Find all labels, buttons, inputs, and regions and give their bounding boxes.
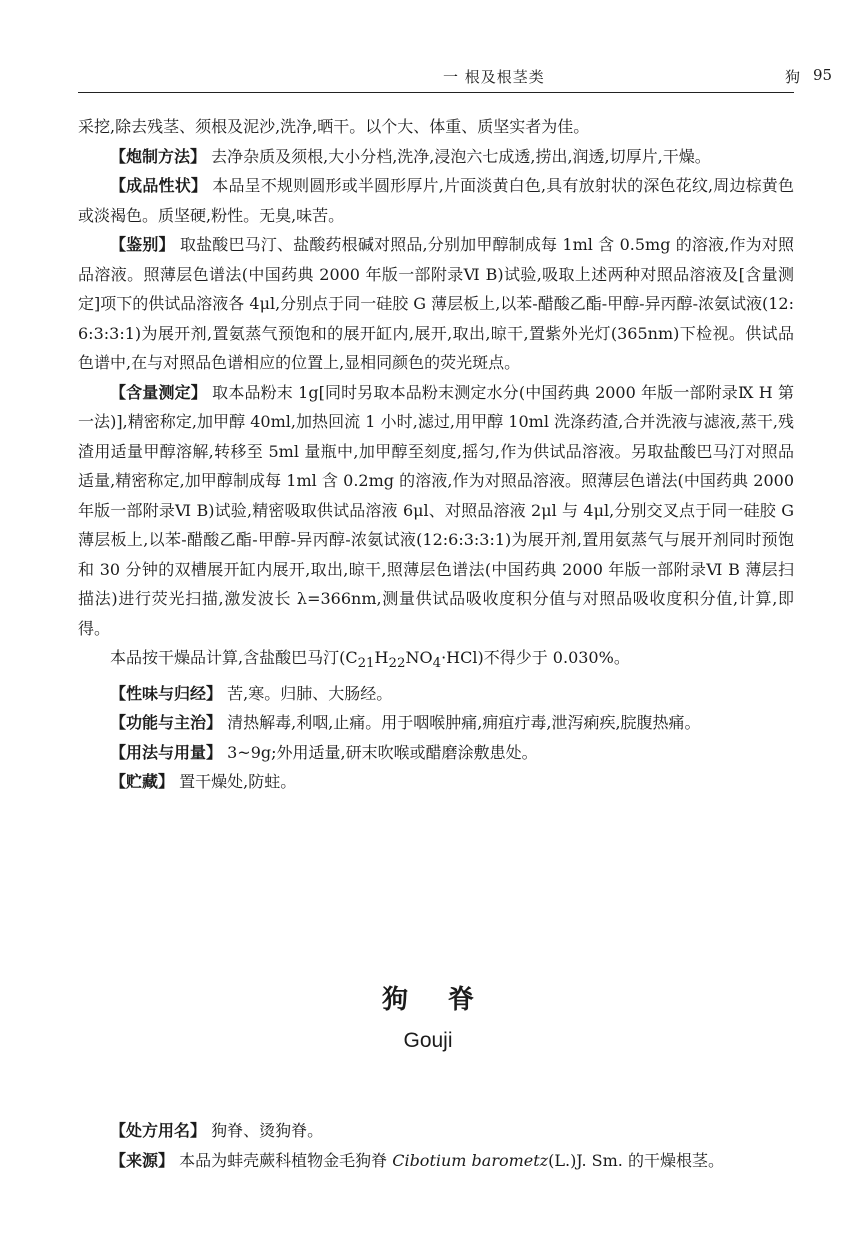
- header-herb-name: 狗: [785, 68, 801, 86]
- section-tag-nature: 【性味与归经】: [110, 683, 223, 703]
- entry-title-pinyin: Gouji: [403, 1029, 453, 1052]
- paragraph-description: [78, 171, 794, 230]
- paragraph-processing: [78, 142, 794, 172]
- paragraph-storage: [78, 767, 794, 797]
- paragraph-text: 清热解毒,利咽,止痛。用于咽喉肿痛,痈疽疔毒,泄泻痢疾,脘腹热痛。: [222, 713, 701, 733]
- formula-text: 本品按干燥品计算,含盐酸巴马汀(C: [110, 648, 358, 667]
- paragraph-text: 苦,寒。归肺、大肠经。: [222, 683, 393, 703]
- paragraph-identification: [78, 230, 794, 378]
- header-rule: [78, 92, 794, 93]
- paragraph-text: (L.)J. Sm. 的干燥根茎。: [548, 1150, 724, 1170]
- header-section-title: 一 根及根茎类: [443, 68, 545, 86]
- formula-text: ·HCl)不得少于 0.030%。: [441, 648, 630, 667]
- paragraph-text: 取本品粉末 1g[同时另取本品粉末测定水分(中国药典 2000 年版一部附录Ⅸ H 第一法)],精密称定,加甲醇 40ml,加热回流 1 小时,滤过,用甲醇 10ml 洗涤药渣,合并洗液与滤液,蒸干,残渣用适量甲醇溶解,转移至 5ml 量瓶中,加甲醇至刻度,摇匀,作为供试品溶液。另取盐酸巴马汀对照品适量,精密称定,加甲醇制成每 1ml 含 0.2mg 的溶液,作为对照品溶液。照薄层色谱法(中国药典 2000 年版一部附录Ⅵ B)试验,精密吸取供试品溶液 6μl、对照品溶液 2μl 与 4μl,分别交叉点于同一硅胶 G 薄层板上,以苯-醋酸乙酯-甲醇-异丙醇-浓氨试液(12:6:3:3:1)为展开剂,置用氨蒸气与展开剂同时预饱和 30 分钟的双槽展开缸内展开,取出,晾干,照薄层色谱法(中国药典 2000 年版一部附录Ⅵ B 薄层扫描法)进行荧光扫描,激发波长 λ=366nm,测量供试品吸收度积分值与对照品吸收度积分值,计算,即得。: [78, 382, 794, 638]
- paragraph-content-limit: [78, 643, 794, 679]
- paragraph-text: 本品呈不规则圆形或半圆形厚片,片面淡黄白色,具有放射状的深色花纹,周边棕黄色或淡褐色。质坚硬,粉性。无臭,味苦。: [78, 176, 794, 225]
- section-tag-identification: 【鉴别】: [110, 235, 175, 254]
- formula-subscript: 4: [432, 656, 442, 672]
- entry-title-chinese: 狗脊: [381, 985, 514, 1015]
- paragraph-text: 采挖,除去残茎、须根及泥沙,洗净,晒干。以个大、体重、质坚实者为佳。: [78, 117, 590, 136]
- paragraph-function: [78, 708, 794, 738]
- entry-title: [0, 982, 856, 1056]
- paragraph-nature: [78, 679, 794, 709]
- section-tag-function: 【功能与主治】: [110, 713, 223, 733]
- formula-text: NO: [405, 648, 433, 667]
- entry-body: [78, 1116, 794, 1175]
- formula-subscript: 21: [357, 656, 375, 672]
- formula-subscript: 22: [388, 656, 406, 672]
- paragraph-text: 取盐酸巴马汀、盐酸药根碱对照品,分别加甲醇制成每 1ml 含 0.5mg 的溶液,作为对照品溶液。照薄层色谱法(中国药典 2000 年版一部附录Ⅵ B)试验,吸取上述两种对照品溶液及[含量测定]项下的供试品溶液各 4μl,分别点于同一硅胶 G 薄层板上,以苯-醋酸乙酯-甲醇-异丙醇-浓氨试液(12:6:3:3:1)为展开剂,置氨蒸气预饱和的展开缸内,展开,取出,晾干,置紫外光灯(365nm)下检视。供试品色谱中,在与对照品色谱相应的位置上,显相同颜色的荧光斑点。: [78, 235, 794, 372]
- paragraph-harvest: [78, 112, 794, 142]
- paragraph-text: 狗脊、烫狗脊。: [206, 1121, 324, 1140]
- section-tag-processing: 【炮制方法】: [110, 146, 207, 166]
- section-tag-dosage: 【用法与用量】: [110, 742, 223, 762]
- paragraph-source: [78, 1146, 794, 1176]
- section-tag-assay: 【含量测定】: [110, 382, 207, 402]
- latin-species-name: Cibotium barometz: [392, 1150, 549, 1170]
- section-tag-prescription-names: 【处方用名】: [110, 1121, 207, 1140]
- paragraph-assay: [78, 378, 794, 644]
- section-tag-storage: 【贮藏】: [110, 772, 175, 792]
- paragraph-text: 置干燥处,防蛀。: [174, 772, 297, 792]
- paragraph-text: 去净杂质及须根,大小分档,洗净,浸泡六七成透,捞出,润透,切厚片,干燥。: [206, 146, 711, 166]
- section-tag-description: 【成品性状】: [110, 176, 208, 195]
- paragraph-text: 本品为蚌壳蕨科植物金毛狗脊: [174, 1150, 393, 1170]
- paragraph-text: 3~9g;外用适量,研末吹喉或醋磨涂敷患处。: [222, 742, 538, 762]
- running-header: [78, 60, 833, 100]
- paragraph-prescription-names: [78, 1116, 794, 1146]
- formula-text: H: [374, 648, 389, 667]
- page-number: 95: [813, 66, 833, 84]
- paragraph-dosage: [78, 738, 794, 768]
- section-tag-source: 【来源】: [110, 1150, 175, 1170]
- monograph-body: [78, 112, 794, 797]
